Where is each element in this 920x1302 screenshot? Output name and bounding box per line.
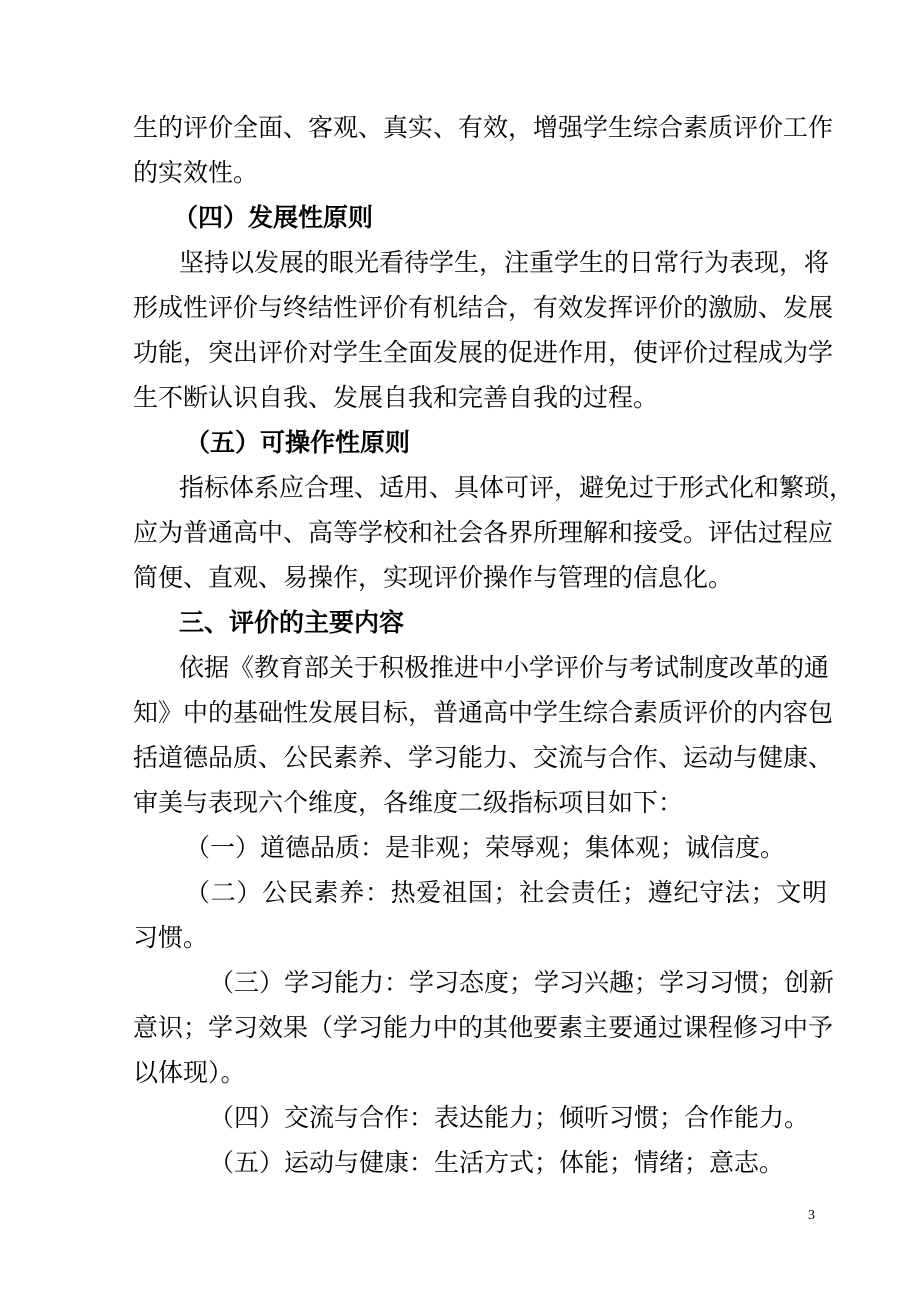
paragraph-line: 审美与表现六个维度，各维度二级指标项目如下：	[133, 788, 684, 817]
paragraph-line: 习惯。	[133, 923, 209, 952]
paragraph-line: 以体现）。	[133, 1058, 246, 1087]
paragraph-line: 的实效性。	[133, 158, 259, 187]
list-item: （五）运动与健康：生活方式；体能；情绪；意志。	[209, 1148, 785, 1177]
list-item: （三）学习能力：学习态度；学习兴趣；学习习惯；创新	[209, 968, 835, 997]
section-heading: （五）可操作性原则	[185, 428, 411, 457]
list-item: （一）道德品质：是非观；荣辱观；集体观；诚信度。	[185, 833, 786, 862]
paragraph-line: 形成性评价与终结性评价有机结合，有效发挥评价的激励、发展	[133, 293, 834, 322]
paragraph-line: 依据《教育部关于积极推进中小学评价与考试制度改革的通	[179, 653, 830, 682]
paragraph-line: 坚持以发展的眼光看待学生，注重学生的日常行为表现，将	[179, 248, 830, 277]
section-heading: （四）发展性原则	[173, 203, 374, 232]
page-number: 3	[808, 1208, 815, 1223]
section-heading: 三、评价的主要内容	[179, 608, 405, 637]
paragraph-line: 括道德品质、公民素养、学习能力、交流与合作、运动与健康、	[133, 743, 834, 772]
paragraph-line: 应为普通高中、高等学校和社会各界所理解和接受。评估过程应	[133, 518, 834, 547]
list-item: （四）交流与合作：表达能力；倾听习惯；合作能力。	[209, 1103, 810, 1132]
paragraph-line: 知》中的基础性发展目标，普通高中学生综合素质评价的内容包	[133, 698, 834, 727]
paragraph-line: 生不断认识自我、发展自我和完善自我的过程。	[133, 383, 659, 412]
list-item: （二）公民素养：热爱祖国；社会责任；遵纪守法；文明	[185, 878, 827, 907]
paragraph-line: 意识；学习效果（学习能力中的其他要素主要通过课程修习中予	[133, 1013, 834, 1042]
paragraph-line: 指标体系应合理、适用、具体可评，避免过于形式化和繁琐，	[179, 473, 855, 502]
paragraph-line: 功能，突出评价对学生全面发展的促进作用，使评价过程成为学	[133, 338, 834, 367]
paragraph-line: 生的评价全面、客观、真实、有效，增强学生综合素质评价工作	[133, 113, 834, 142]
paragraph-line: 简便、直观、易操作，实现评价操作与管理的信息化。	[133, 563, 734, 592]
